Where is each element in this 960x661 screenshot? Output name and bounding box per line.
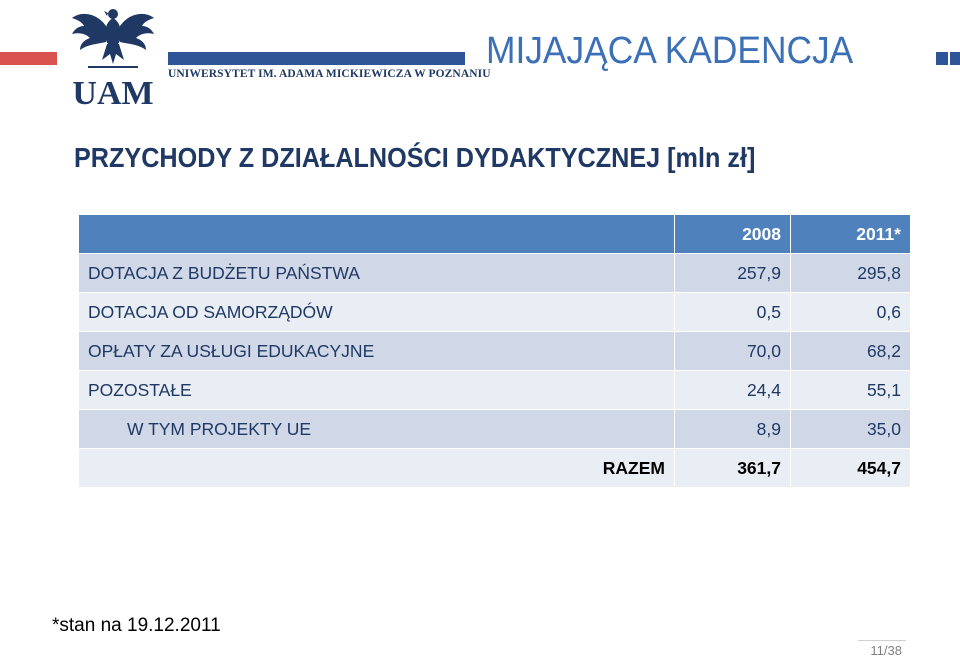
total-label: RAZEM	[79, 449, 675, 488]
footnote: *stan na 19.12.2011	[52, 615, 221, 636]
page-number-divider	[858, 640, 906, 641]
row-label: OPŁATY ZA USŁUGI EDUKACYJNE	[79, 332, 675, 371]
total-value-2008: 361,7	[675, 449, 791, 488]
table-row	[79, 293, 911, 332]
header-cell-2011: 2011*	[791, 215, 911, 254]
university-logo	[68, 4, 158, 110]
row-value-2008: 8,9	[675, 410, 791, 449]
row-value-2008: 257,9	[675, 254, 791, 293]
table-row	[79, 254, 911, 293]
header-accent-bar-left	[0, 52, 57, 65]
row-label-indented: W TYM PROJEKTY UE	[79, 410, 675, 449]
table-row	[79, 332, 911, 371]
page-number: 11/38	[870, 643, 902, 658]
header-cell-label	[79, 215, 675, 254]
table-row	[79, 371, 911, 410]
row-label: DOTACJA OD SAMORZĄDÓW	[79, 293, 675, 332]
row-value-2011: 35,0	[791, 410, 911, 449]
table-row	[79, 410, 911, 449]
header-bar-right	[936, 52, 948, 65]
header-bar-right-end	[950, 52, 960, 65]
header-cell-2008: 2008	[675, 215, 791, 254]
revenue-table	[78, 214, 911, 488]
header-bar	[168, 52, 465, 65]
row-value-2011: 55,1	[791, 371, 911, 410]
row-value-2011: 68,2	[791, 332, 911, 371]
slide-subtitle: PRZYCHODY Z DZIAŁALNOŚCI DYDAKTYCZNEJ [mln zł]	[74, 142, 756, 173]
row-value-2008: 24,4	[675, 371, 791, 410]
row-value-2011: 295,8	[791, 254, 911, 293]
eagle-emblem-icon	[68, 4, 158, 110]
row-label: DOTACJA Z BUDŻETU PAŃSTWA	[79, 254, 675, 293]
table-header-row	[79, 215, 911, 254]
row-label: POZOSTAŁE	[79, 371, 675, 410]
total-value-2011: 454,7	[791, 449, 911, 488]
logo-text: UAM	[72, 75, 154, 110]
row-value-2008: 0,5	[675, 293, 791, 332]
table-total-row	[79, 449, 911, 488]
row-value-2008: 70,0	[675, 332, 791, 371]
university-name: UNIWERSYTET IM. ADAMA MICKIEWICZA W POZNANIU	[168, 68, 491, 80]
row-value-2011: 0,6	[791, 293, 911, 332]
slide-header-title: MIJAJĄCA KADENCJA	[486, 30, 854, 72]
